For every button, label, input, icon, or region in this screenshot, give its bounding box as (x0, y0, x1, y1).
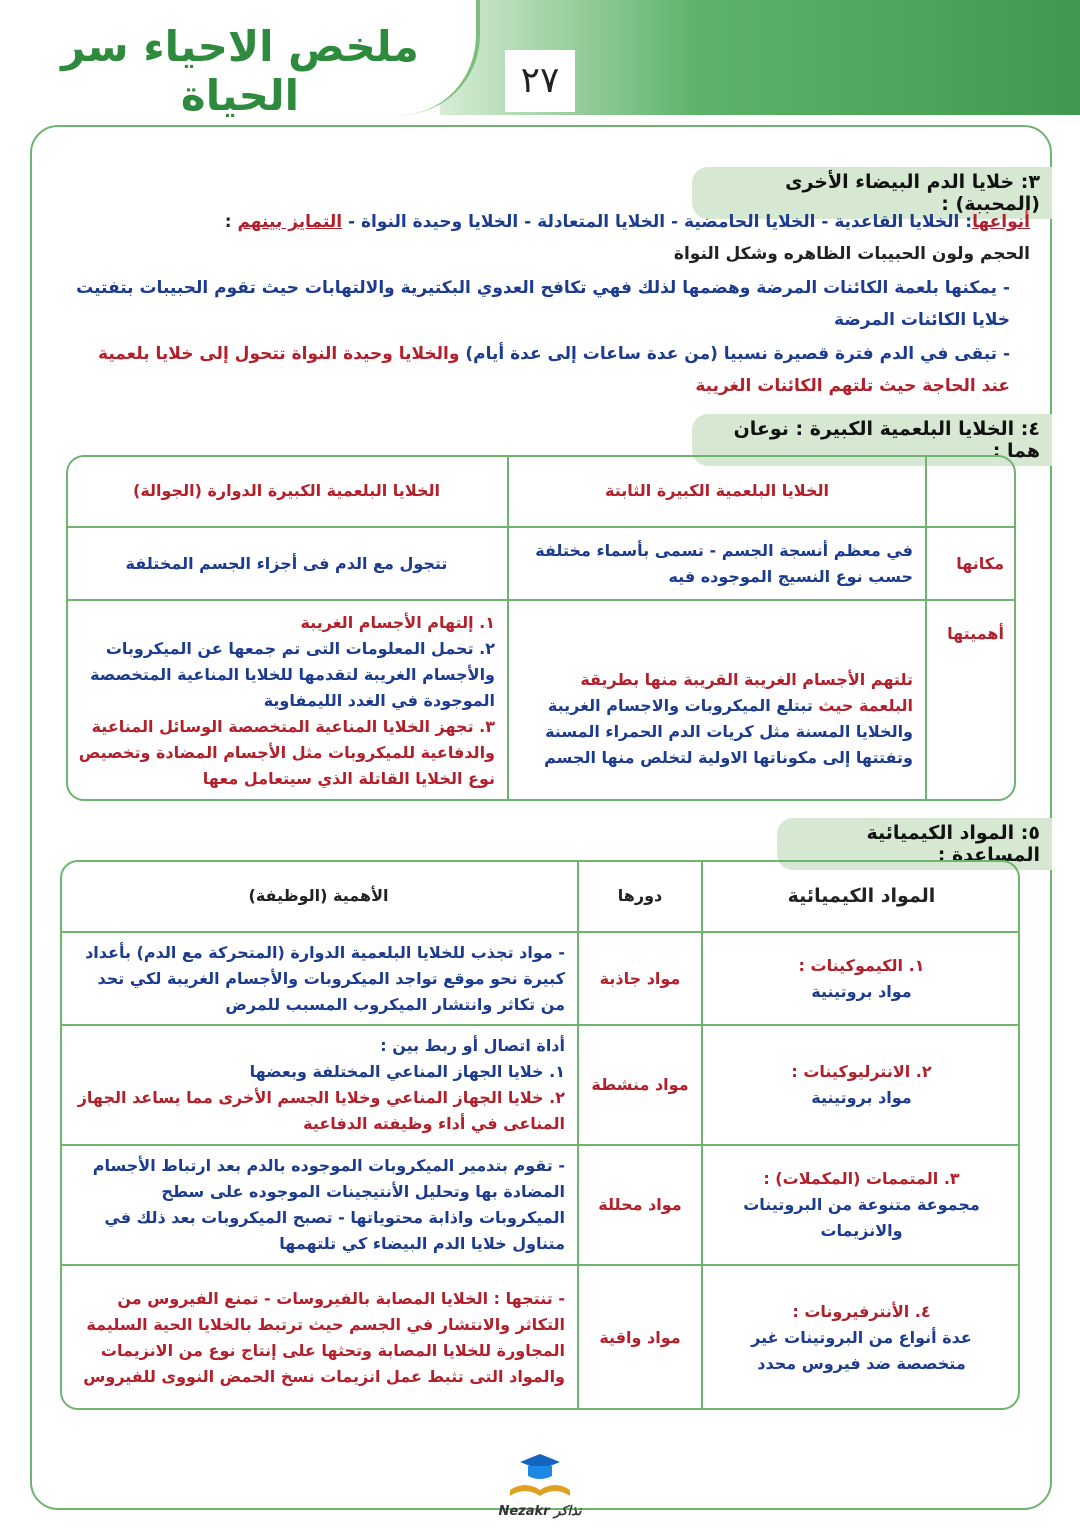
role-cell: مواد منشطة (578, 1025, 702, 1145)
wandering-place: تتجول مع الدم فى أجزاء الجسم المختلفة (66, 527, 508, 600)
importance-cell: - تقوم بتدمير الميكروبات الموجوده بالدم بعد ارتباط الأجسام المضادة بها وتحليل الأنتيجينات الموجوده على سطح الميكروبات واذابة محتوياتها - تصبح الميكروبات بعد ذلك في متناول خلايا الدم البيضاء كي تلتهمها (60, 1145, 578, 1265)
bullet-1: - يمكنها بلعمة الكائنات المرضة وهضمها لذلك فهي تكافح العدوي البكتيرية والالتهابات حيث تقوم الحبيبات بتفتيت خلايا الكائنات المرضة (76, 278, 1010, 330)
diff-text: الحجم ولون الحبيبات الظاهره وشكل النواة (673, 244, 1030, 264)
header-wandering: الخلايا البلعمية الكبيرة الدوارة (الجوالة) (66, 455, 508, 527)
book-cap-icon (500, 1450, 580, 1500)
bullet-2-red: والخلايا وحيدة النواة تتحول إلى خلايا بلعمية عند الحاجة حيث تلتهم الكائنات الغريبة (98, 344, 1010, 396)
types-line: أنواعها: الخلايا القاعدية - الخلايا الحامضية - الخلايا المتعادلة - الخلايا وحيدة النواة - التمايز بينهم : (224, 212, 1030, 232)
wandering-imp-2: ٢. تحمل المعلومات التى تم جمعها عن الميكروبات والأجسام الغريبة لتقدمها للخلايا المناعية المتخصصة الموجودة في الغدد الليمفاوية (90, 639, 495, 710)
header-fixed: الخلايا البلعمية الكبيرة الثابتة (508, 455, 926, 527)
macrophage-table (66, 455, 1016, 801)
chem-cell (702, 1025, 1020, 1145)
logo-text: Nezakr نذاكر (498, 1504, 582, 1519)
imp-item: ٢. خلايا الجهاز المناعي وخلايا الجسم الأخرى مما يساعد الجهاز المناعى في أداء وظيفته الدفاعية (77, 1088, 565, 1133)
page-number: ٢٧ (505, 50, 575, 112)
row-place-label: مكانها (926, 527, 1016, 600)
imp-item: ١. خلايا الجهاز المناعي المختلفة وبعضها (249, 1062, 565, 1081)
chem-cell (702, 932, 1020, 1025)
nezakr-logo (480, 1450, 600, 1525)
fixed-imp-red: تلتهم الأجسام الغريبة القريبة منها بطريقة البلعمة حيث (580, 670, 913, 715)
bullet-2-blue: - تبقى في الدم فترة قصيرة نسبيا (من عدة ساعات إلى عدة أيام) (465, 344, 1010, 364)
fixed-importance (508, 600, 926, 801)
wandering-imp-3: ٣. تجهز الخلايا المناعية المتخصصة الوسائل المناعية والدفاعية للميكروبات مثل الأجسام المضادة وتخصيص نوع الخلايا القاتلة الذي سيتعامل معها (78, 717, 495, 788)
imp-intro: أداة اتصال أو ربط بين : (380, 1036, 565, 1055)
header-role: دورها (578, 860, 702, 932)
section-4-heading: ٤: الخلايا البلعمية الكبيرة : نوعان هما : (692, 414, 1052, 466)
header-chemical: المواد الكيميائية (702, 860, 1020, 932)
chem-desc: مواد بروتينية (811, 1088, 912, 1107)
types-text: : الخلايا القاعدية - الخلايا الحامضية - الخلايا المتعادلة - الخلايا وحيدة النواة - (342, 212, 973, 232)
chem-cell (702, 1145, 1020, 1265)
table-row (60, 932, 1020, 1025)
section-3-heading: ٣: خلايا الدم البيضاء الأخرى (المحببة) : (692, 167, 1052, 219)
chem-name: ٢. الانترليوكينات : (791, 1062, 932, 1081)
chem-name: ١. الكيموكينات : (798, 955, 925, 975)
chem-name: ٤. الأنترفيرونات : (792, 1302, 931, 1321)
row-importance-label: أهميتها (926, 600, 1016, 801)
importance-cell: - تنتجها : الخلايا المصابة بالفيروسات - تمنع الفيروس من التكاثر والانتشار في الجسم حيث ترتبط بالخلايا الحية السليمة المجاورة للخلايا المصابة وتحثها على إنتاج نوع من الانزيمات والمواد التى تثبط عمل انزيمات نسخ الحمض النووى للفيروس (60, 1265, 578, 1410)
wandering-imp-1: ١. إلتهام الأجسام الغريبة (300, 613, 495, 632)
chem-desc: مواد بروتينية (811, 981, 912, 1001)
chem-desc: مجموعة متنوعة من البروتينات والانزيمات (743, 1195, 980, 1240)
fixed-imp-blue: تبتلع الميكروبات والاجسام الغريبة والخلايا المسنة مثل كريات الدم الحمراء المسنة وتفتتها إلى مكوناتها الاولية لتخلص منها الجسم (544, 696, 913, 767)
chemicals-table (60, 860, 1020, 1410)
diff-label: التمايز بينهم (237, 212, 343, 232)
chem-name: ٣. المتممات (المكملات) : (763, 1169, 960, 1188)
role-cell: مواد محللة (578, 1145, 702, 1265)
table-row (60, 1025, 1020, 1145)
header-importance: الأهمية (الوظيفة) (60, 860, 578, 932)
fixed-place: في معظم أنسجة الجسم - تسمى بأسماء مختلفة حسب نوع النسيج الموجوده فيه (508, 527, 926, 600)
chem-cell (702, 1265, 1020, 1410)
corner-cell (926, 455, 1016, 527)
section-5-heading: ٥: المواد الكيميائية المساعدة : (777, 818, 1052, 870)
importance-cell (60, 1025, 578, 1145)
types-label: أنواعها (972, 212, 1030, 232)
table-row (60, 1265, 1020, 1410)
page-title: ملخص الاحياء سر الحياة (61, 22, 419, 120)
importance-cell: - مواد تجذب للخلايا البلعمية الدوارة (المتحركة مع الدم) بأعداد كبيرة نحو موقع تواجد الميكروبات والأجسام الغريبة لكي تحد من تكاثر وانتشار الميكروب المسبب للمرض (60, 932, 578, 1025)
role-cell: مواد جاذبة (578, 932, 702, 1025)
bullet-2 (65, 338, 1010, 402)
wandering-importance (66, 600, 508, 801)
role-cell: مواد واقية (578, 1265, 702, 1410)
chem-desc: عدة أنواع من البروتينات غير متخصصة ضد فيروس محدد (751, 1328, 972, 1373)
table-row (60, 1145, 1020, 1265)
